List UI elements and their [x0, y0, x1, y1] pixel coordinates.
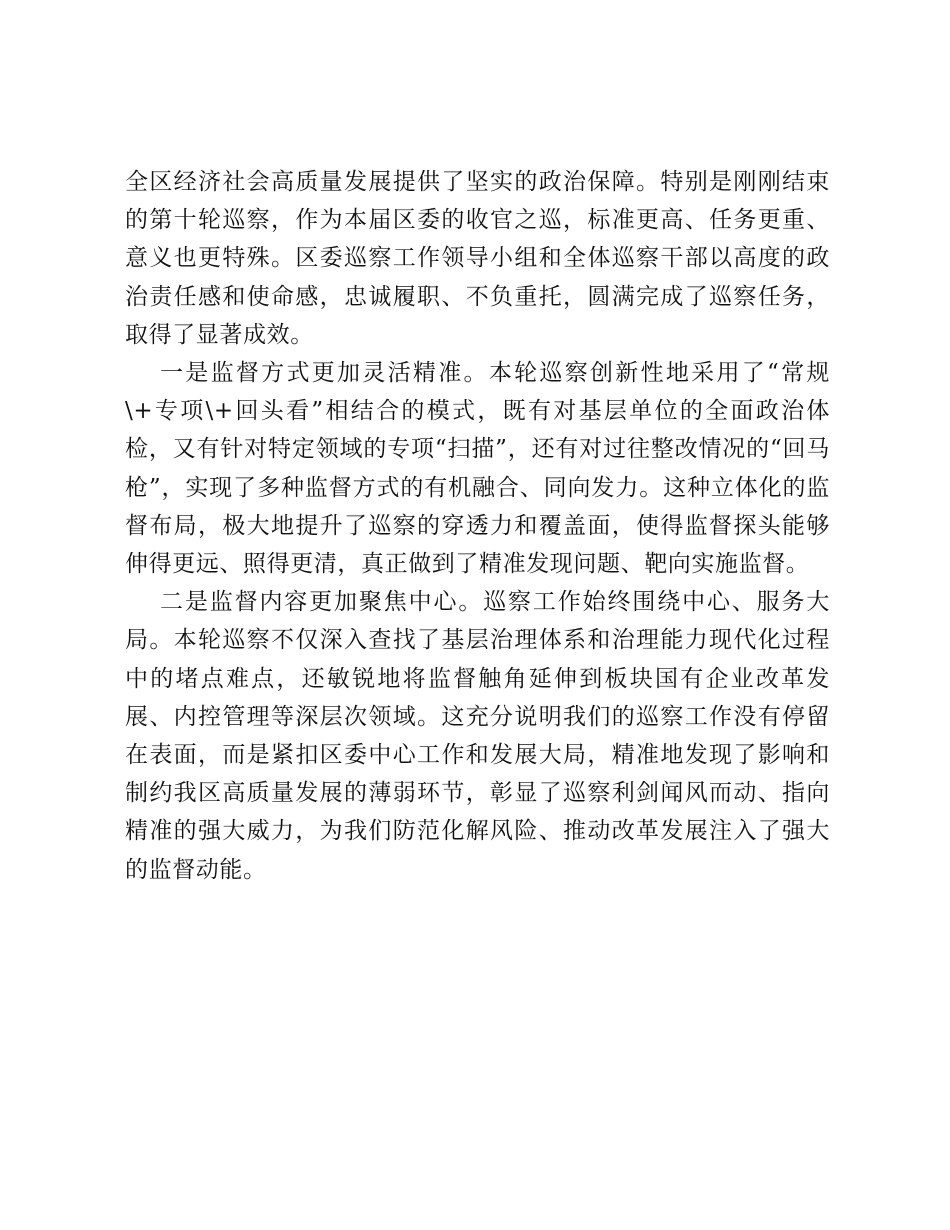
- document-body: [125, 163, 830, 889]
- paragraph-intro: 全区经济社会高质量发展提供了坚实的政治保障。特别是刚刚结束的第十轮巡察，作为本届区委的收官之巡，标准更高、任务更重、意义也更特殊。区委巡察工作领导小组和全体巡察干部以高度的政治责任感和使命感，忠诚履职、不负重托，圆满完成了巡察任务，取得了显著成效。: [125, 169, 830, 348]
- paragraph-point-one: 一是监督方式更加灵活精准。本轮巡察创新性地采用了“常规\+专项\+回头看”相结合的模式，既有对基层单位的全面政治体检，又有针对特定领域的专项“扫描”，还有对过往整改情况的“回马枪”，实现了多种监督方式的有机融合、同向发力。这种立体化的监督布局，极大地提升了巡察的穿透力和覆盖面，使得监督探头能够伸得更远、照得更清，真正做到了精准发现问题、靶向实施监督。: [125, 360, 830, 578]
- paragraph-point-two: 二是监督内容更加聚焦中心。巡察工作始终围绕中心、服务大局。本轮巡察不仅深入查找了基层治理体系和治理能力现代化过程中的堵点难点，还敏锐地将监督触角延伸到板块国有企业改革发展、内控管理等深层次领域。这充分说明我们的巡察工作没有停留在表面，而是紧扣区委中心工作和发展大局，精准地发现了影响和制约我区高质量发展的薄弱环节，彰显了巡察利剑闻风而动、指向精准的强大威力，为我们防范化解风险、推动改革发展注入了强大的监督动能。: [125, 589, 830, 883]
